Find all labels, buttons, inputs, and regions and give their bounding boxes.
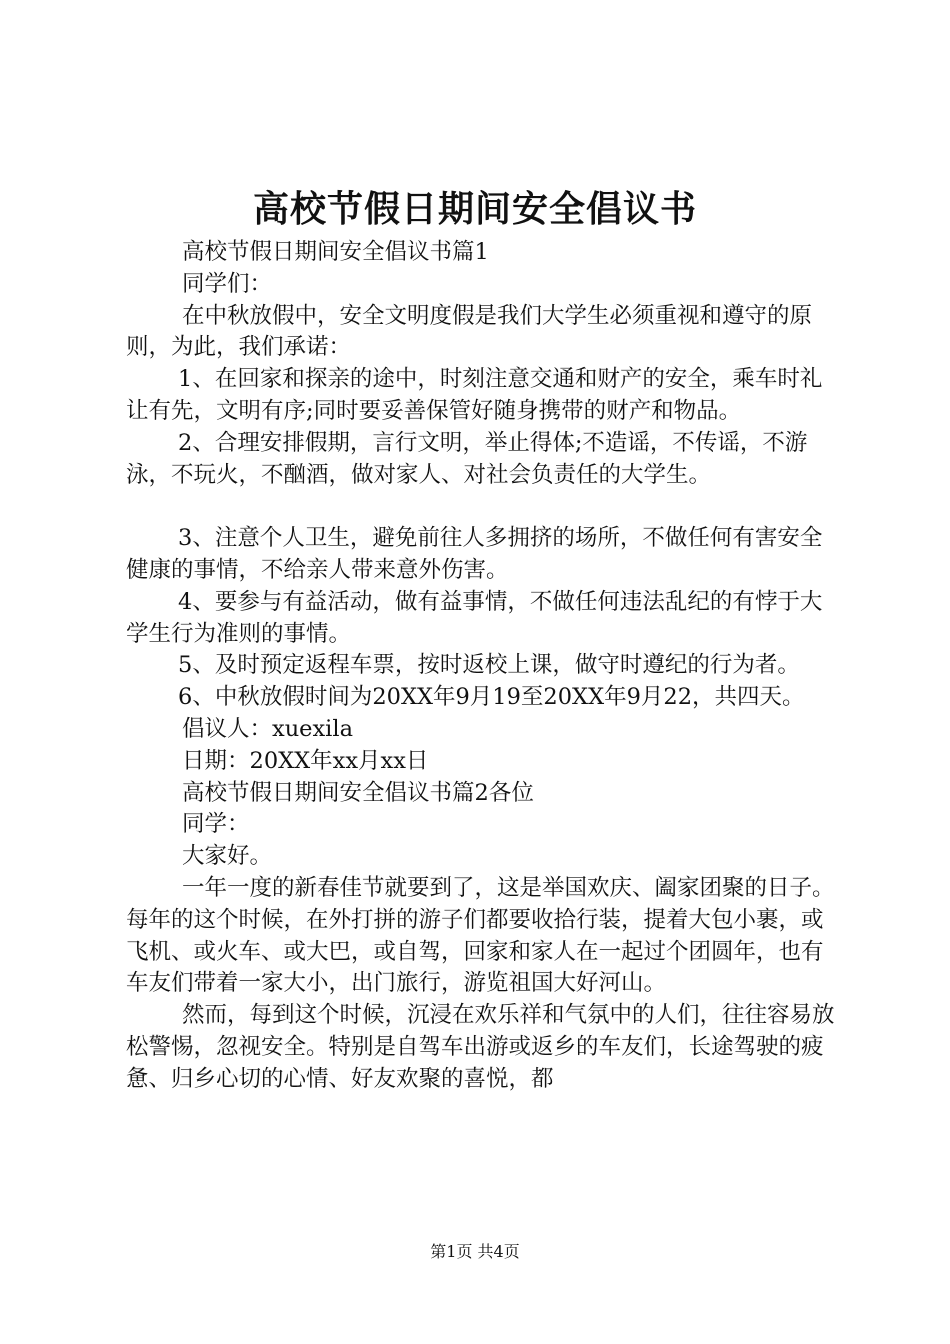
paragraph-gap: [126, 491, 838, 523]
salutation: 同学们：: [182, 270, 273, 297]
section-heading-1: 高校节假日期间安全倡议书篇1: [182, 239, 489, 265]
paragraph-festival: 一年一度的新春佳节就要到了，这是举国欢庆、阖家团聚的日子。每年的这个时候，在外打拼的游子们都要收拾行装，提着大包小裹，或飞机、或火车、或大巴，或自驾，回家和家人在一起过个团圆年，也有车友们带着一家大小，出门旅行，游览祖国大好河山。: [126, 874, 835, 997]
pledge-item-3: 3、注意个人卫生，避免前往人多拥挤的场所，不做任何有害安全健康的事情，不给亲人带来意外伤害。: [126, 525, 823, 583]
paragraph-intro: 在中秋放假中，安全文明度假是我们大学生必须重视和遵守的原则，为此，我们承诺：: [126, 302, 813, 361]
document-body: [126, 237, 838, 1096]
greeting: 大家好。: [182, 843, 273, 870]
initiator-line: 倡议人：xuexila: [182, 715, 353, 742]
page-number-footer: 第1页 共4页: [430, 1242, 520, 1261]
pledge-item-5: 5、及时预定返程车票，按时返校上课，做守时遵纪的行为者。: [178, 652, 800, 679]
pledge-item-1: 1、在回家和探亲的途中，时刻注意交通和财产的安全，乘车时礼让有先，文明有序;同时要妥善保管好随身携带的财产和物品。: [126, 366, 823, 424]
date-line: 日期：20XX年xx月xx日: [182, 747, 429, 774]
pledge-item-4: 4、要参与有益活动，做有益事情，不做任何违法乱纪的有悖于大学生行为准则的事情。: [126, 588, 823, 647]
salutation-2: 同学：: [182, 811, 250, 838]
pledge-item-6: 6、中秋放假时间为20XX年9月19至20XX年9月22，共四天。: [178, 684, 805, 711]
document-title: 高校节假日期间安全倡议书: [252, 189, 697, 230]
paragraph-safety: 然而，每到这个时候，沉浸在欢乐祥和气氛中的人们，往往容易放松警惕，忽视安全。特别是自驾车出游或返乡的车友们，长途驾驶的疲惫、归乡心切的心情、好友欢聚的喜悦，都: [126, 1002, 835, 1092]
pledge-item-2: 2、合理安排假期，言行文明，举止得体;不造谣，不传谣，不游泳，不玩火，不酗酒，做对家人、对社会负责任的大学生。: [126, 429, 808, 488]
section-heading-2: 高校节假日期间安全倡议书篇2各位: [182, 779, 534, 806]
